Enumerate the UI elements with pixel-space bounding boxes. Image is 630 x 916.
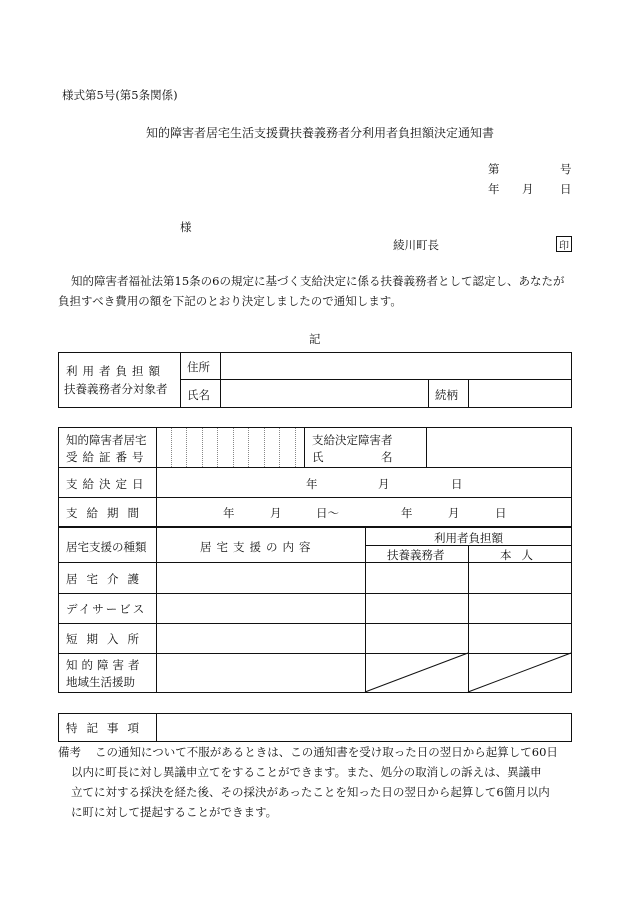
self-header: 本人	[500, 548, 543, 562]
seal-mark: 印	[556, 236, 572, 252]
date-month: 月	[522, 182, 534, 196]
person-label-surname: 氏	[312, 450, 324, 464]
footnote-line-2: 以内に町長に対し異議申立てをすることができます。また、処分の取消しの訴えは、異議申	[71, 765, 542, 779]
decision-date-month: 月	[378, 477, 390, 491]
relation-label: 続柄	[435, 388, 458, 402]
footnote-line-4: に町に対して提起することができます。	[71, 805, 278, 819]
addressee-suffix: 様	[180, 220, 192, 234]
address-label: 住所	[187, 360, 210, 374]
footnote-label: 備考	[58, 745, 81, 759]
person-label-givenname: 名	[381, 450, 393, 464]
decision-date-label: 支給決定日	[66, 477, 149, 491]
period-start-day: 日～	[316, 506, 339, 520]
body-line-2: 負担すべき費用の額を下記のとおり決定しましたので通知します。	[58, 294, 402, 308]
row-group-home-line1: 知的障害者	[66, 658, 144, 672]
decision-date-day: 日	[451, 477, 463, 491]
footnote-line-1: この通知について不服があるときは、この通知書を受け取った日の翌日から起算して60日	[95, 745, 558, 759]
name-label: 氏名	[187, 388, 210, 402]
target-label-line2: 扶養義務者分対象者	[64, 382, 168, 396]
burden-header: 利用者負担額	[434, 531, 503, 545]
doc-number-prefix: 第	[488, 162, 500, 176]
form-number: 様式第5号(第5条関係)	[62, 88, 178, 102]
issuer-name: 綾川町長	[393, 238, 439, 252]
row-home-care: 居宅介護	[66, 572, 148, 586]
service-type-header: 居宅支援の種類	[66, 540, 147, 554]
id-label-line2: 受給証番号	[66, 450, 149, 464]
doc-number-suffix: 号	[560, 162, 572, 176]
period-start-year: 年	[223, 506, 235, 520]
remarks-label: 特記事項	[66, 721, 148, 735]
row-short-stay: 短期入所	[66, 632, 148, 646]
period-end-month: 月	[448, 506, 460, 520]
footnote-line-3: 立てに対する採決を経た後、その採決があったことを知った日の翌日から起算して6箇月以内	[71, 785, 550, 799]
decision-date-year: 年	[306, 477, 318, 491]
period-label: 支給期間	[66, 506, 148, 520]
row-group-home-line2: 地域生活援助	[66, 675, 135, 689]
row-day-service: デイサービス	[66, 602, 147, 616]
date-day: 日	[560, 182, 572, 196]
person-label-line1: 支給決定障害者	[312, 433, 393, 447]
target-label-line1: 利用者負担額	[66, 364, 165, 378]
period-end-year: 年	[401, 506, 413, 520]
period-end-day: 日	[495, 506, 507, 520]
service-content-header: 居宅支援の内容	[200, 540, 316, 554]
document-title: 知的障害者居宅生活支援費扶養義務者分利用者負担額決定通知書	[146, 126, 495, 140]
id-label-line1: 知的障害者居宅	[66, 433, 147, 447]
guardian-header: 扶養義務者	[387, 548, 445, 562]
body-line-1: 知的障害者福祉法第15条の6の規定に基づく支給決定に係る扶養義務者として認定し、あなたが	[71, 274, 565, 288]
date-year: 年	[488, 182, 500, 196]
period-start-month: 月	[270, 506, 282, 520]
ki-heading: 記	[309, 332, 321, 346]
